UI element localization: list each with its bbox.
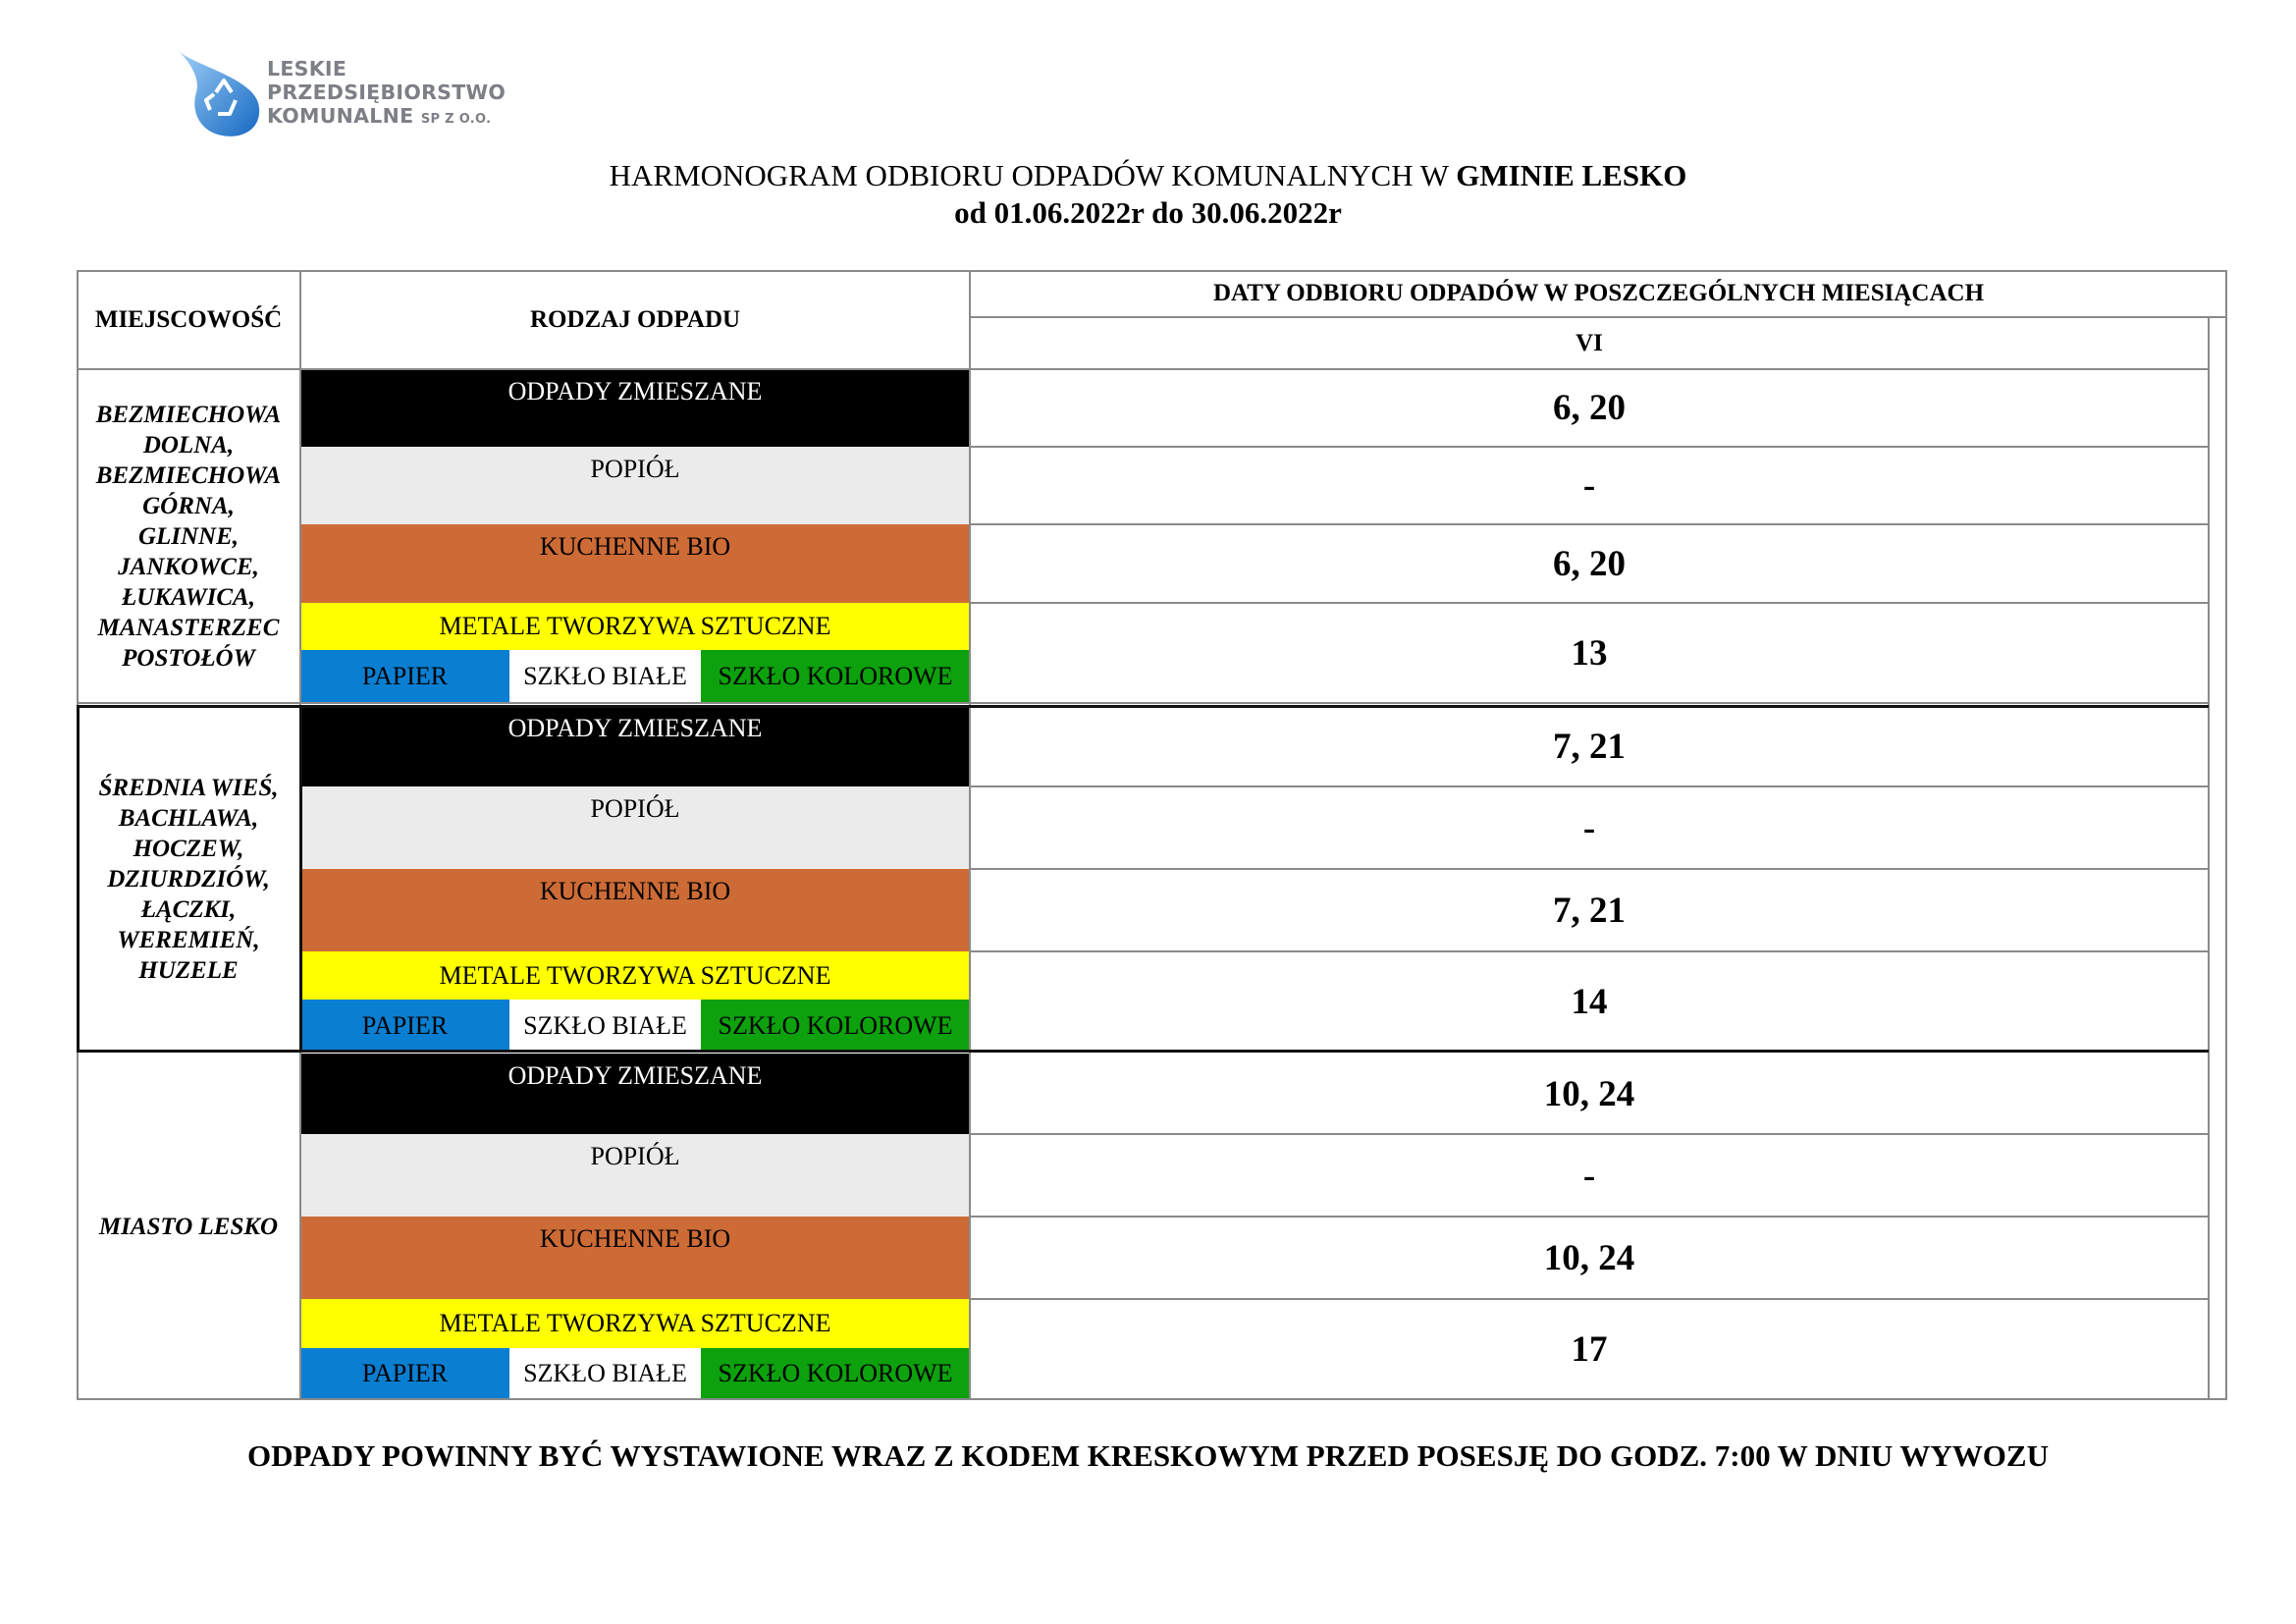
row-line [970, 523, 2209, 525]
group-1-white-glass: SZKŁO BIAŁE [509, 650, 701, 703]
group-2-date-recycle: 14 [1571, 981, 1608, 1022]
divider-header-dates [970, 316, 2227, 318]
group-1-location: BEZMIECHOWA DOLNA, BEZMIECHOWA GÓRNA, GLINNE, JANKOWCE, ŁUKAWICA, MANASTERZEC POSTOŁÓW [95, 401, 282, 672]
group-3-ash: POPIÓŁ [300, 1134, 970, 1217]
logo-line-2: PRZEDSIĘBIORSTWO [267, 81, 507, 104]
group-1-bio: KUCHENNE BIO [300, 524, 970, 603]
group-2-mixed-waste: ODPADY ZMIESZANE [300, 706, 970, 786]
group-3-date-bio: 10, 24 [1543, 1237, 1635, 1278]
divider-waste [969, 270, 971, 1400]
group-1-date-bio: 6, 20 [1553, 543, 1626, 584]
divider-month-end [2208, 317, 2210, 1399]
group-2-date-mixed: 7, 21 [1553, 726, 1626, 767]
group-2-bio: KUCHENNE BIO [300, 869, 970, 951]
schedule-table [77, 270, 2227, 1399]
group-3-white-glass: SZKŁO BIAŁE [509, 1348, 701, 1399]
logo-line-1: LESKIE [267, 57, 347, 81]
title-line-1: HARMONOGRAM ODBIORU ODPADÓW KOMUNALNYCH W GMINIE LESKO [609, 158, 1687, 192]
group-2-white-glass: SZKŁO BIAŁE [509, 1000, 701, 1052]
group-3-paper: PAPIER [300, 1348, 509, 1399]
row-line [970, 602, 2209, 604]
row-line [970, 785, 2209, 787]
group-2-colored-glass: SZKŁO KOLOROWE [701, 1000, 970, 1052]
company-logo [177, 49, 510, 147]
row-line [970, 1216, 2209, 1218]
group-1-ash: POPIÓŁ [300, 447, 970, 524]
group-3-date-recycle: 17 [1571, 1328, 1608, 1370]
group-2-ash: POPIÓŁ [300, 786, 970, 869]
header-waste-type: RODZAJ ODPADU [529, 305, 741, 333]
logo-line-3: KOMUNALNE SP Z O.O. [267, 104, 492, 128]
border-right [2225, 270, 2227, 1400]
group-1-metal-plastic: METALE TWORZYWA SZTUCZNE [300, 603, 970, 650]
group-2-top-line [77, 705, 2209, 708]
group-3-metal-plastic: METALE TWORZYWA SZTUCZNE [300, 1299, 970, 1348]
row-line [970, 950, 2209, 952]
footer-notice: ODPADY POWINNY BYĆ WYSTAWIONE WRAZ Z KODEM KRESKOWYM PRZED POSESJĘ DO GODZ. 7:00 W DNIU WYWOZU [247, 1438, 2049, 1473]
group-2-paper: PAPIER [300, 1000, 509, 1052]
row-line [970, 1133, 2209, 1135]
group-2-inner-line [299, 705, 302, 1053]
group-1-bottom-line [77, 702, 2209, 704]
header-month: VI [1575, 329, 1603, 356]
document-title [0, 157, 2296, 232]
group-2-date-ash: - [1582, 807, 1596, 848]
group-1-mixed-waste: ODPADY ZMIESZANE [300, 369, 970, 447]
group-3-colored-glass: SZKŁO KOLOROWE [701, 1348, 970, 1399]
group-3-date-ash: - [1582, 1155, 1596, 1196]
title-date-range: od 01.06.2022r do 30.06.2022r [954, 195, 1342, 230]
recycle-drop-icon [177, 49, 267, 137]
group-1-colored-glass: SZKŁO KOLOROWE [701, 650, 970, 703]
group-2-location: ŚREDNIA WIEŚ, BACHLAWA, HOCZEW, DZIURDZIÓW, ŁĄCZKI, WEREMIEŃ, HUZELE [98, 774, 279, 984]
group-3-date-mixed: 10, 24 [1543, 1073, 1635, 1114]
border-top [77, 270, 2227, 272]
row-line [970, 1298, 2209, 1300]
logo-text [267, 57, 506, 132]
border-bottom [77, 1398, 2227, 1400]
row-line [970, 868, 2209, 870]
header-dates: DATY ODBIORU ODPADÓW W POSZCZEGÓLNYCH MIESIĄCACH [1212, 280, 1985, 306]
group-2-bottom-line [77, 1050, 2209, 1053]
group-2-left-line [77, 705, 80, 1053]
group-2-date-bio: 7, 21 [1553, 890, 1626, 931]
group-1-paper: PAPIER [300, 650, 509, 703]
group-3-mixed-waste: ODPADY ZMIESZANE [300, 1054, 970, 1134]
group-1-date-mixed: 6, 20 [1553, 388, 1626, 428]
group-3-location: MIASTO LESKO [98, 1213, 279, 1240]
header-location: MIEJSCOWOŚĆ [94, 305, 283, 333]
group-1-date-ash: - [1582, 465, 1596, 506]
group-3-bio: KUCHENNE BIO [300, 1217, 970, 1299]
group-1-date-recycle: 13 [1571, 632, 1608, 674]
group-2-metal-plastic: METALE TWORZYWA SZTUCZNE [300, 951, 970, 1000]
divider-header-bottom [77, 368, 2209, 370]
row-line [970, 446, 2209, 448]
